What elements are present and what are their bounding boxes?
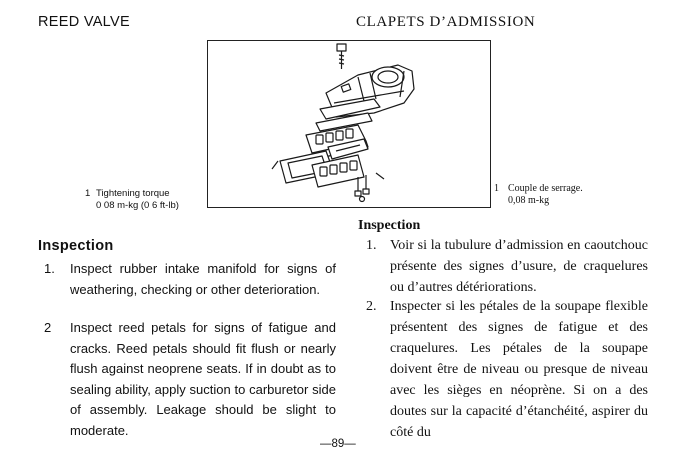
header-right-title: CLAPETS D’ADMISSION: [356, 14, 536, 30]
french-section-title: Inspection: [358, 218, 421, 233]
english-item-number: 1.: [44, 261, 55, 276]
french-item-number: 1.: [366, 238, 377, 253]
reed-valve-figure: [207, 40, 491, 208]
french-item-text: Inspecter si les pétales de la soupape flexible présentent des signes de fatigue et des craquelures. Les pétales de la soupape doivent être de niveau ou presque de niveau avec les sièges en néoprène. Si on a des doutes sur la capacité d’étanchéité, aspirer du côté du: [390, 299, 648, 440]
bolt-top: [337, 44, 346, 69]
header-left-title: REED VALVE: [38, 14, 130, 30]
page-number: —89—: [320, 438, 356, 450]
caption-en-line2: 0 08 m-kg (0 6 ft-lb): [96, 200, 179, 211]
caption-fr-line1: Couple de serrage.: [508, 183, 583, 194]
english-item-text: Inspect reed petals for signs of fatigue and cracks. Reed petals should fit flush or nearly flush against neoprene seats. If in doubt as to sealing ability, apply suction to carburetor side of assembly. Leakage should be slight to moderate.: [70, 320, 336, 438]
reed-valve-exploded-diagram: [208, 41, 490, 207]
english-item-text: Inspect rubber intake manifold for signs of weathering, checking or other deterioration.: [70, 261, 336, 297]
english-item-number: 2: [44, 320, 52, 335]
french-item-number: 2.: [366, 299, 377, 314]
caption-en-line1: Tightening torque: [96, 188, 170, 199]
caption-en-number: 1: [85, 188, 91, 199]
french-item-text: Voir si la tubulure d’admission en caoutchouc présente des signes d’usure, de craquelures ou d’autres détériorations.: [390, 238, 648, 295]
caption-fr-number: 1: [494, 183, 499, 194]
english-section-title: Inspection: [38, 238, 114, 254]
caption-fr-line2: 0,08 m-kg: [508, 195, 550, 206]
